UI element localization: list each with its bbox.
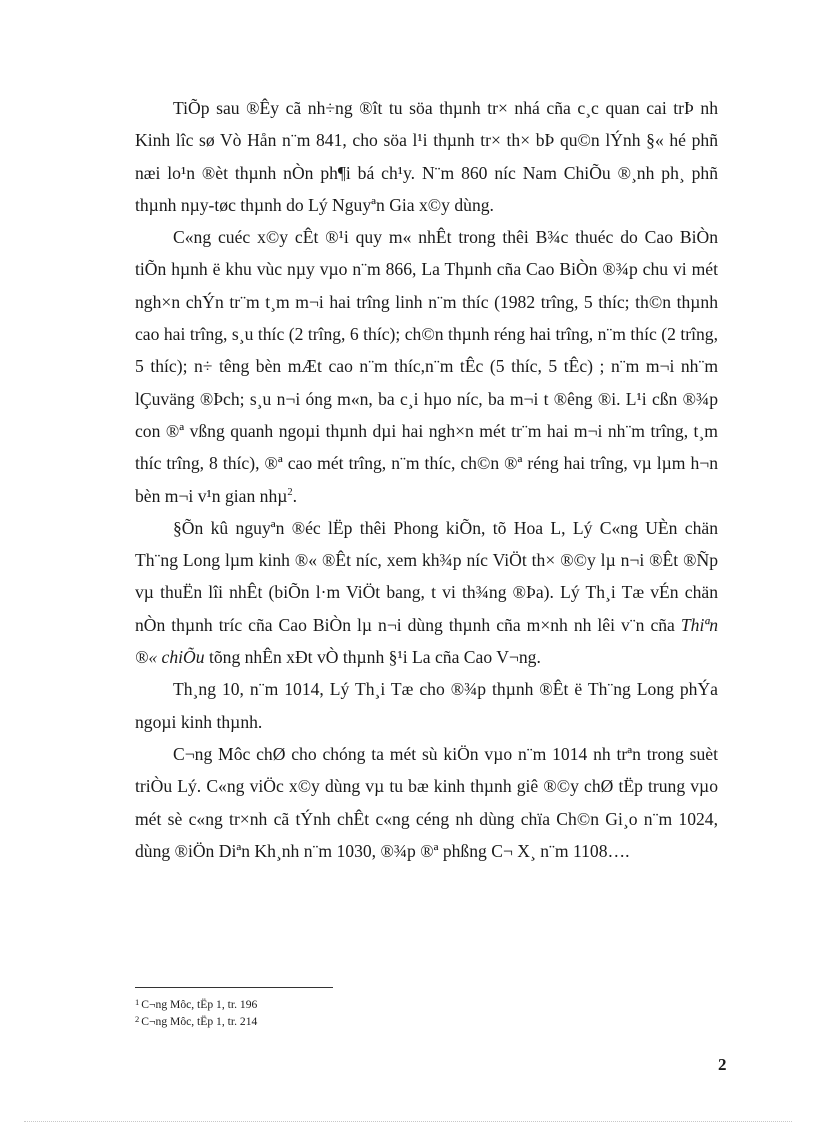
paragraph-1: TiÕp sau ®Êy cã nh÷ng ®ît tu söa thµnh tr× nhá cña c¸c quan cai trÞ nh Kinh lîc sø Vò Hån n¨m 841, cho söa l¹i thµnh tr× th× bÞ qu©n lÝnh §« hé phñ næi lo¹n ®èt thµnh nÒn ph¶i bá ch¹y. N¨m 860 níc Nam ChiÕu ®¸nh ph¸ phñ thµnh nµy-tøc thµnh do Lý Nguyªn Gia x©y dùng. (135, 98, 718, 215)
footnote-2-text: C¬ng Môc, tËp 1, tr. 214 (141, 1015, 258, 1028)
paragraph-3-tail: tõng nhÊn xÐt vÒ thµnh §¹i La cña Cao V¬ng. (204, 647, 541, 668)
footnote-2-number: 2 (135, 1014, 140, 1024)
paragraph-2-text: C«ng cuéc x©y cÊt ®¹i quy m« nhÊt trong thêi B¾c thuéc do Cao BiÒn tiÕn hµnh ë khu vùc nµy vµo n¨m 866, La Thµnh cña Cao BiÒn ®¾p chu vi mét ngh×n chÝn tr¨m t¸m m¬i hai trîng linh n¨m thíc (1982 trîng, 5 thíc; th©n thµnh cao hai trîng, s¸u thíc (2 trîng, 6 thíc); ch©n thµnh réng hai trîng, n¨m thíc (2 trîng, 5 thíc); n÷ têng bèn mÆt cao n¨m thíc,n¨m tÊc (5 thíc, 5 tÊc) ; n¨m m¬i nh¨m lÇuväng ®Þch; s¸u n¬i óng m«n, ba c¸i hµo níc, ba m¬i t ®êng ®i. L¹i cßn ®¾p con ®ª vßng quanh ngoµi thµnh dµi hai ngh×n mét tr¨m hai m¬i nh¨m trîng, t¸m thíc trîng, 8 thíc), ®ª cao mét trîng, n¨m thíc, ch©n ®ª réng hai trîng, vµ lµm h¬n bèn m¬i v¹n gian nhµ (135, 227, 718, 506)
paragraph-3 (135, 512, 718, 673)
footnote-separator (135, 987, 333, 988)
body-text (135, 92, 718, 867)
paragraph-3-italic-title: Thiªn ®« chiÕu (135, 614, 718, 668)
paragraph-2: C«ng cuéc x©y cÊt ®¹i quy m« nhÊt trong thêi B¾c thuéc do Cao BiÒn tiÕn hµnh ë khu vùc nµy vµo n¨m 866, La Thµnh cña Cao BiÒn ®¾p chu vi mét ngh×n chÝn tr¨m t¸m m¬i hai trîng linh n¨m thíc (1982 trîng, 5 thíc; th©n thµnh cao hai trîng, s¸u thíc (2 trîng, 6 thíc); ch©n thµnh réng hai trîng, n¨m thíc (2 trîng, 5 thíc); n÷ têng bèn mÆt cao n¨m thíc,n¨m tÊc (5 thíc, 5 tÊc) ; n¨m m¬i nh¨m lÇuväng ®Þch; s¸u n¬i óng m«n, ba c¸i hµo níc, ba m¬i t ®êng ®i. L¹i cßn ®¾p con ®ª vßng quanh ngoµi thµnh dµi hai ngh×n mét tr¨m hai m¬i nh¨m trîng, t¸m thíc trîng, 8 thíc), ®ª cao mét trîng, n¨m thíc, ch©n ®ª réng hai trîng, vµ lµm h¬n bèn m¬i v¹n gian nhµ$^2$. (135, 227, 718, 506)
footnote-2 (135, 1012, 635, 1029)
footnote-1-number: 1 (135, 997, 140, 1007)
page-number: 2 (718, 1055, 727, 1074)
footnote-1-text: C¬ng Môc, tËp 1, tr. 196 (141, 998, 258, 1011)
page-bottom-border (24, 1121, 792, 1122)
paragraph-4: Th¸ng 10, n¨m 1014, Lý Th¸i Tæ cho ®¾p thµnh ®Êt ë Th¨ng Long phÝa ngoµi kinh thµnh. (135, 679, 718, 732)
paragraph-5: C¬ng Môc chØ cho chóng ta mét sù kiÖn vµo n¨m 1014 nh trªn trong suèt triÒu Lý. C«ng viÖc x©y dùng vµ tu bæ kinh thµnh giê ®©y chØ tËp trung vµo mét sè c«ng tr×nh cã tÝnh chÊt c«ng céng nh dùng chïa Ch©n Gi¸o n¨m 1024, dùng ®iÖn Diªn Kh¸nh n¨m 1030, ®¾p ®ª phßng C¬ X¸ n¨m 1108…. (135, 743, 718, 861)
footnote-ref-2[interactable]: 2 (287, 486, 293, 498)
footnotes (135, 995, 635, 1029)
paragraph-3-text: §Õn kû nguyªn ®éc lËp thêi Phong kiÕn, tõ Hoa L, Lý C«ng UÈn chän Th¨ng Long lµm kinh ®« ®Êt níc, xem kh¾p níc ViÖt th× ®©y lµ n¬i ®Êt ®Ñp vµ thuËn lîi nhÊt (biÕn l·m ViÖt bang, t vi th¾ng ®Þa). Lý Th¸i Tæ vÉn chän nÒn thµnh tríc cña Cao BiÒn lµ n¬i dùng thµnh cña m×nh nh lêi v¨n cña (135, 517, 718, 635)
footnote-1 (135, 995, 635, 1012)
